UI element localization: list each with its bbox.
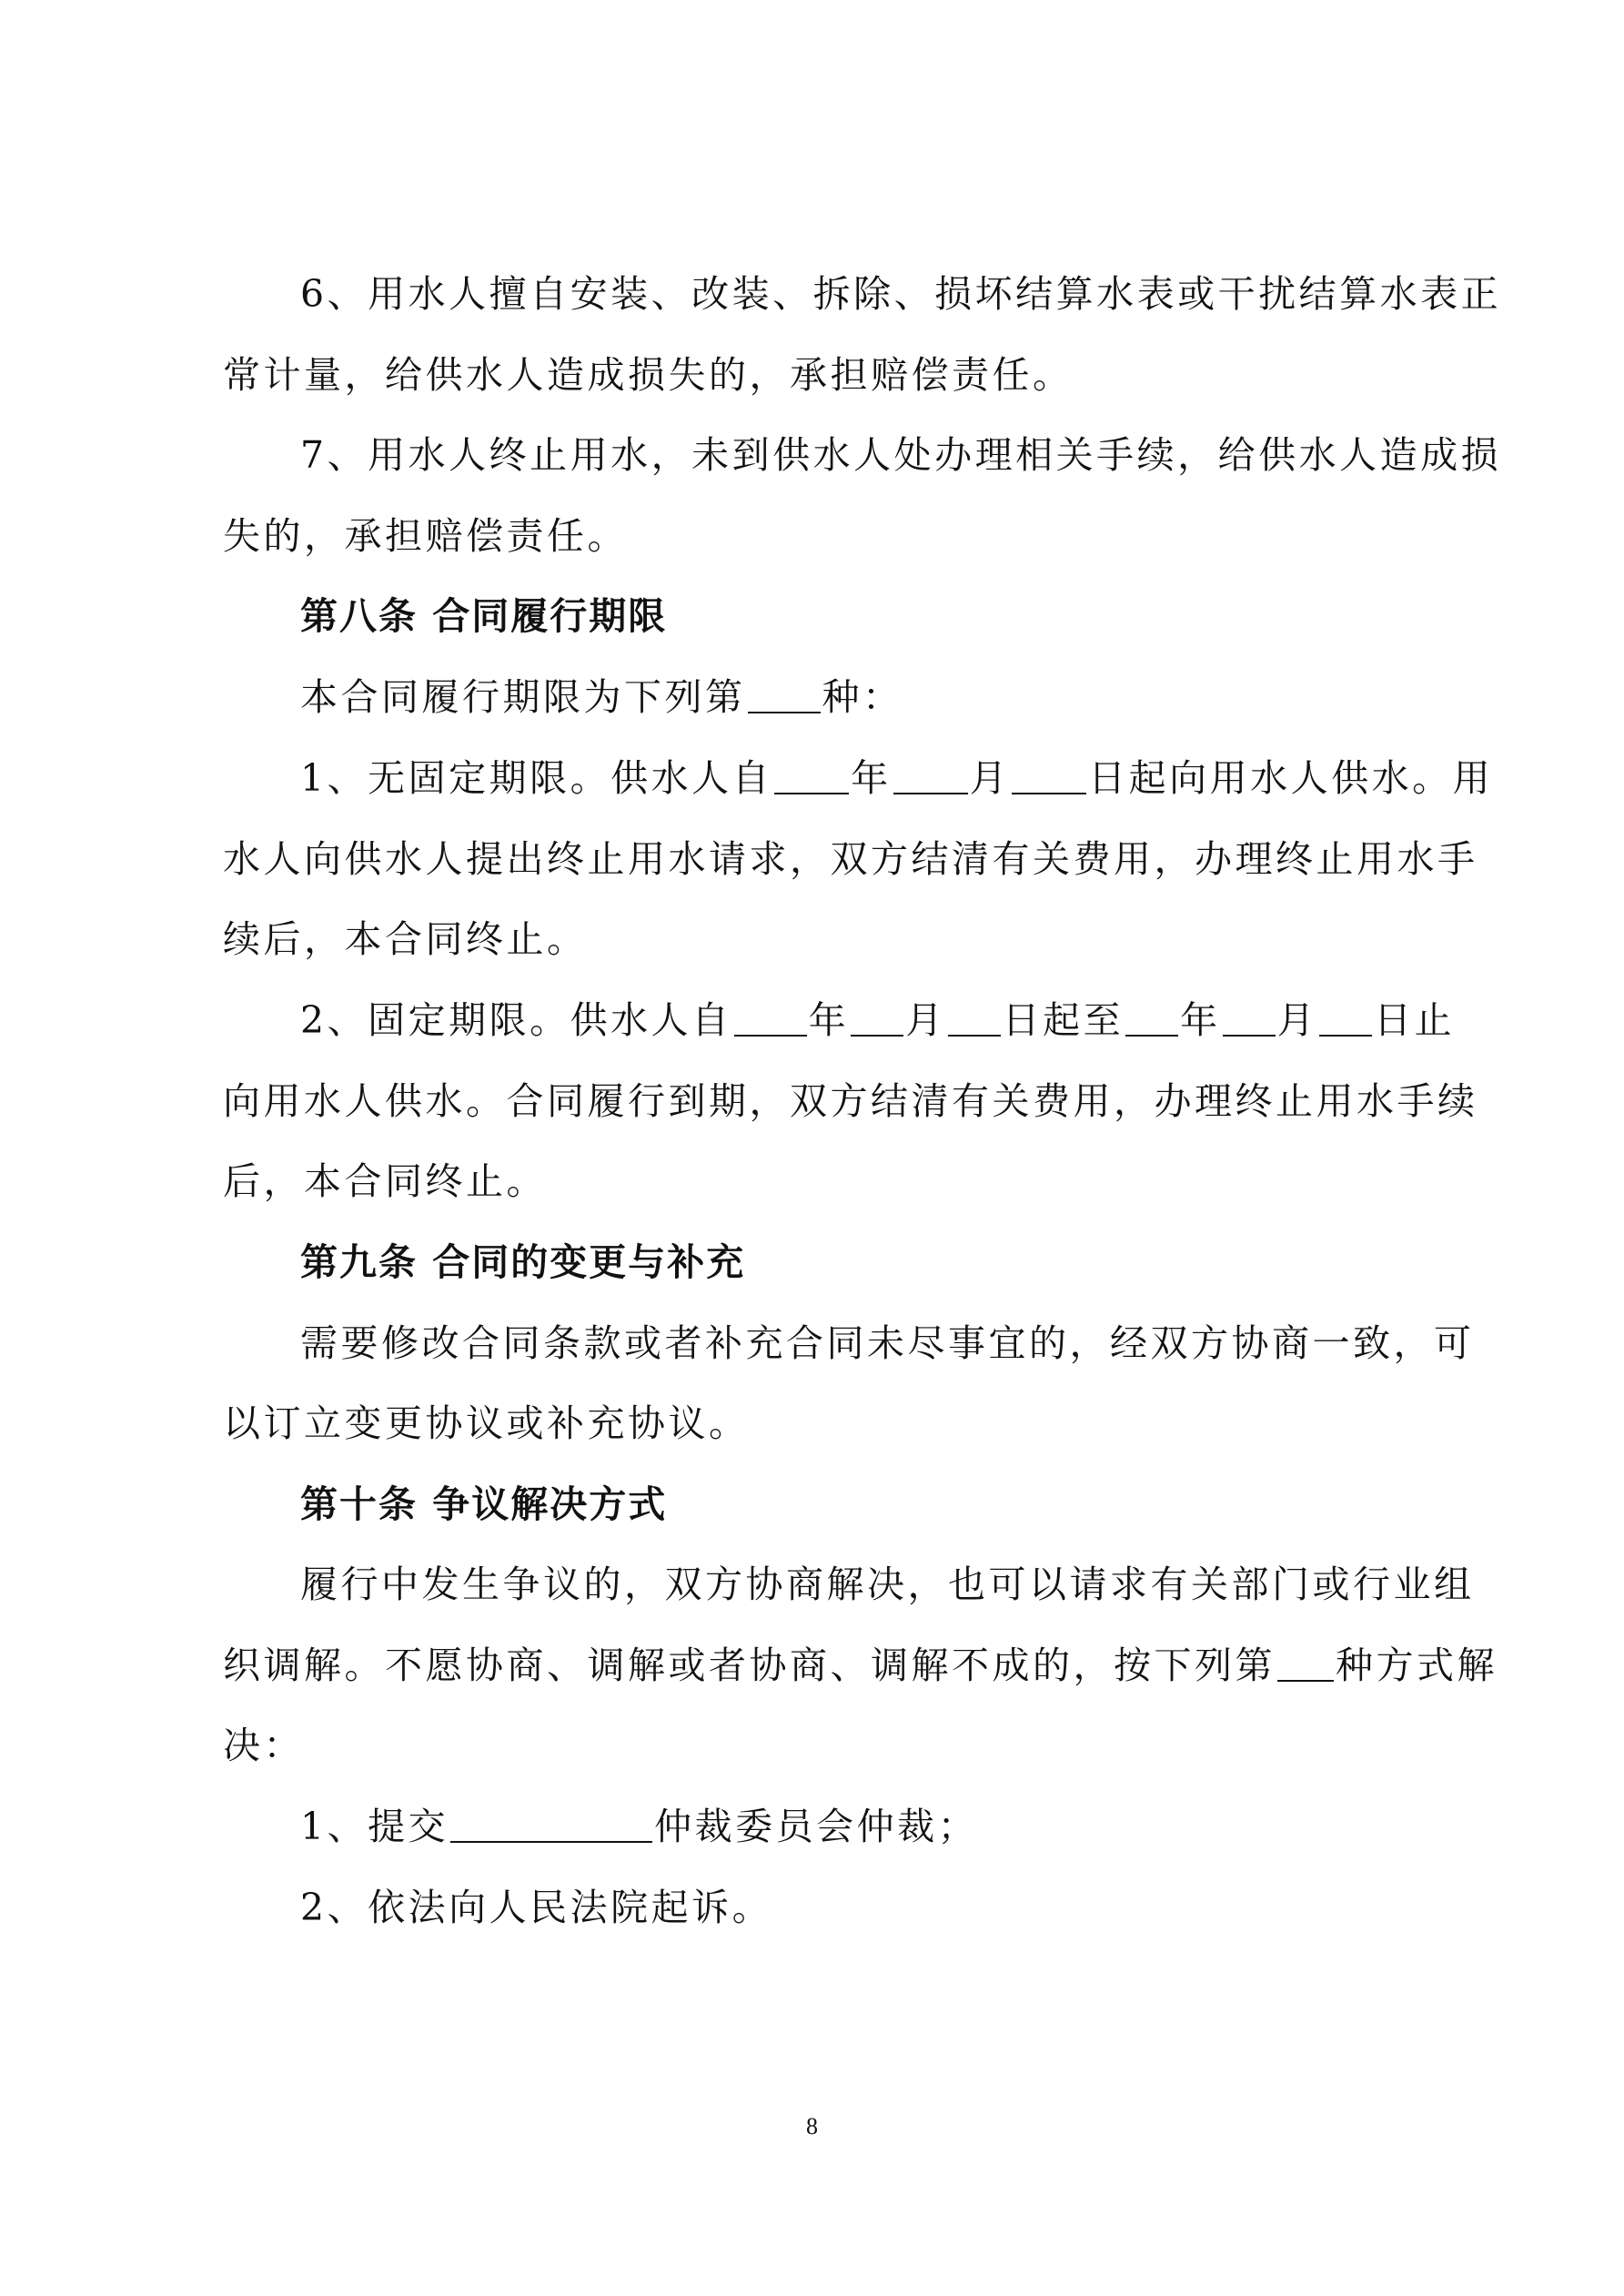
text-segment: 月 [905,998,946,1042]
text-segment: 2、固定期限。供水人自 [300,998,732,1042]
text-segment: 常计量，给供水人造成损失的，承担赔偿责任。 [223,353,1074,397]
article-10-heading [300,1482,667,1527]
text-segment: 种方式解 [1336,1644,1498,1687]
article-8-option-2-line-2 [223,1078,1478,1124]
article-10-option-2 [300,1885,772,1930]
article-9-body-line-2 [223,1401,750,1446]
text-segment: 需要修改合同条款或者补充合同未尽事宜的，经双方协商一致，可 [300,1321,1475,1365]
fill-in-blank[interactable] [774,756,849,794]
article-10-body-line-3 [223,1723,304,1768]
article-9-heading [300,1239,745,1285]
text-segment: 仲裁委员会仲裁； [654,1805,979,1848]
text-segment: 水人向供水人提出终止用水请求，双方结清有关费用，办理终止用水手 [223,837,1478,881]
text-segment: 年 [851,756,892,800]
text-segment: 年 [1180,998,1221,1042]
fill-in-blank[interactable] [748,675,821,713]
text-segment: 1、提交 [300,1805,449,1848]
article-8-option-2-line-3 [223,1158,547,1204]
text-segment: 2、依法向人民法院起诉。 [300,1886,773,1929]
text-segment: 月 [969,756,1011,800]
article-10-body-line-1 [300,1562,1475,1607]
fill-in-blank[interactable] [948,998,1001,1037]
article-8-option-1-line-2 [223,836,1478,882]
article-8-option-2-line-1 [300,997,1455,1043]
text-segment: 7、用水人终止用水，未到供水人处办理相关手续，给供水人造成损 [300,433,1502,477]
article-9-body-line-1 [300,1320,1475,1366]
heading-text: 第十条 争议解决方式 [300,1482,668,1526]
clause-7-7-line-2 [223,513,628,559]
clause-7-7-line-1 [300,432,1501,478]
fill-in-blank[interactable] [851,998,903,1037]
text-segment: 1、无固定期限。供水人自 [300,756,773,800]
heading-text: 第九条 合同的变更与补充 [300,1240,746,1284]
clause-7-6-line-2 [223,352,1074,398]
article-8-option-1-line-1 [300,755,1493,801]
text-segment: 月 [1276,998,1318,1042]
fill-in-blank[interactable] [1223,998,1276,1037]
heading-text: 第八条 合同履行期限 [300,594,668,638]
fill-in-blank[interactable] [893,756,968,794]
text-segment: 履行中发生争议的，双方协商解决，也可以请求有关部门或行业组 [300,1563,1475,1606]
article-8-heading [300,593,667,639]
article-8-intro [300,674,903,720]
text-segment: 种： [822,675,903,719]
page-number: 8 [806,2113,818,2139]
fill-in-blank[interactable] [450,1805,652,1843]
text-segment: 决： [223,1724,304,1767]
fill-in-blank[interactable] [1012,756,1086,794]
fill-in-blank[interactable] [734,998,807,1037]
text-segment: 向用水人供水。合同履行到期，双方结清有关费用，办理终止用水手续 [223,1079,1478,1123]
text-segment: 年 [808,998,850,1042]
text-segment: 失的，承担赔偿责任。 [223,514,628,558]
text-segment: 以订立变更协议或补充协议。 [223,1401,750,1445]
text-segment: 织调解。不愿协商、调解或者协商、调解不成的，按下列第 [223,1644,1276,1687]
article-10-body-line-2 [223,1643,1498,1688]
text-segment: 日起至 [1002,998,1125,1042]
article-8-option-1-line-3 [223,916,588,962]
text-segment: 日止 [1374,998,1456,1042]
text-segment: 日起向用水人供水。用 [1088,756,1494,800]
fill-in-blank[interactable] [1319,998,1372,1037]
text-segment: 后，本合同终止。 [223,1159,547,1203]
fill-in-blank[interactable] [1125,998,1178,1037]
clause-7-6-line-1 [300,271,1501,317]
text-segment: 本合同履行期限为下列第 [300,675,746,719]
text-segment: 6、用水人擅自安装、改装、拆除、损坏结算水表或干扰结算水表正 [300,272,1502,316]
article-10-option-1 [300,1804,978,1849]
text-segment: 续后，本合同终止。 [223,917,588,961]
fill-in-blank[interactable] [1277,1644,1334,1682]
